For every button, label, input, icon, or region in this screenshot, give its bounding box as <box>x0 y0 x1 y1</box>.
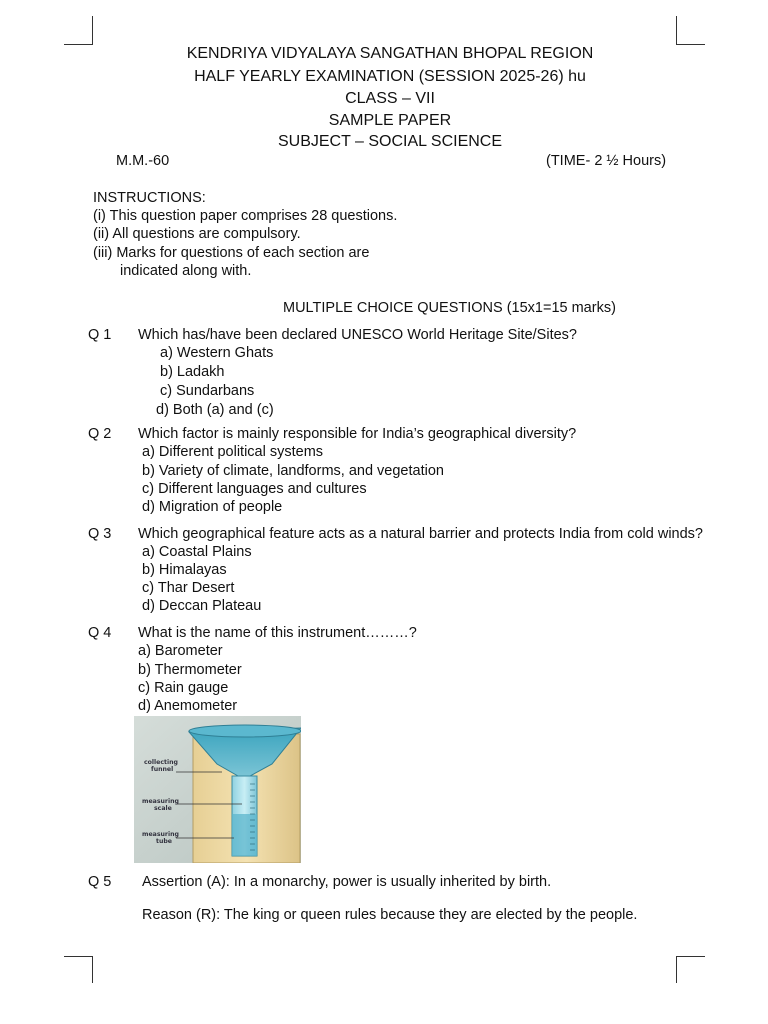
max-marks: M.M.-60 <box>116 153 170 169</box>
crop-mark-bottom-right <box>676 956 705 983</box>
question-option: a) Different political systems <box>142 444 324 460</box>
figure-label: measuring <box>142 798 179 805</box>
question-text: Which has/have been declared UNESCO World Heritage Site/Sites? <box>138 327 577 343</box>
crop-mark-top-right <box>676 16 705 45</box>
question-option: b) Ladakh <box>160 364 225 380</box>
question-option: b) Variety of climate, landforms, and vegetation <box>142 463 444 479</box>
figure-label: collecting <box>144 759 178 766</box>
question-number: Q 2 <box>88 426 112 442</box>
question-option: a) Barometer <box>138 643 223 659</box>
question-option: d) Both (a) and (c) <box>156 402 274 418</box>
crop-mark-bottom-left <box>64 956 93 983</box>
question-option: c) Rain gauge <box>138 680 229 696</box>
figure-label: tube <box>156 838 172 845</box>
question-option: c) Sundarbans <box>160 383 255 399</box>
instructions-title: INSTRUCTIONS: <box>93 190 206 206</box>
header-class: CLASS – VII <box>345 90 435 107</box>
instruction-item: (iii) Marks for questions of each section are <box>93 245 370 261</box>
question-number: Q 1 <box>88 327 112 343</box>
question-option: d) Migration of people <box>142 499 283 515</box>
header-subject: SUBJECT – SOCIAL SCIENCE <box>277 133 503 150</box>
figure-label: funnel <box>151 766 174 773</box>
exam-time: (TIME- 2 ½ Hours) <box>546 153 667 169</box>
question-text: Which factor is mainly responsible for India’s geographical diversity? <box>138 426 577 442</box>
header-school: KENDRIYA VIDYALAYA SANGATHAN BHOPAL REGION <box>186 45 594 62</box>
instruction-item: indicated along with. <box>120 263 252 279</box>
header-sample-paper: SAMPLE PAPER <box>328 112 452 129</box>
question-option: c) Different languages and cultures <box>142 481 367 497</box>
section-title: MULTIPLE CHOICE QUESTIONS (15x1=15 marks) <box>283 300 616 316</box>
question-option: a) Coastal Plains <box>142 544 252 560</box>
question-text: Which geographical feature acts as a natural barrier and protects India from cold winds? <box>138 526 703 542</box>
instruction-item: (i) This question paper comprises 28 questions. <box>93 208 398 224</box>
question-option: d) Anemometer <box>138 698 238 714</box>
question-number: Q 3 <box>88 526 112 542</box>
question-text: What is the name of this instrument………? <box>138 625 417 641</box>
question-option: c) Thar Desert <box>142 580 235 596</box>
reason-text: Reason (R): The king or queen rules because they are elected by the people. <box>142 907 638 923</box>
figure-label: measuring <box>142 831 179 838</box>
assertion-text: Assertion (A): In a monarchy, power is usually inherited by birth. <box>142 874 552 890</box>
question-option: d) Deccan Plateau <box>142 598 262 614</box>
question-option: b) Thermometer <box>138 662 242 678</box>
question-option: b) Himalayas <box>142 562 227 578</box>
header-exam: HALF YEARLY EXAMINATION (SESSION 2025-26) hu <box>194 68 586 85</box>
instruction-item: (ii) All questions are compulsory. <box>93 226 301 242</box>
question-number: Q 4 <box>88 625 112 641</box>
question-option: a) Western Ghats <box>160 345 274 361</box>
rain-gauge-image <box>134 716 301 863</box>
question-number: Q 5 <box>88 874 112 890</box>
figure-label: scale <box>154 805 172 812</box>
crop-mark-top-left <box>64 16 93 45</box>
